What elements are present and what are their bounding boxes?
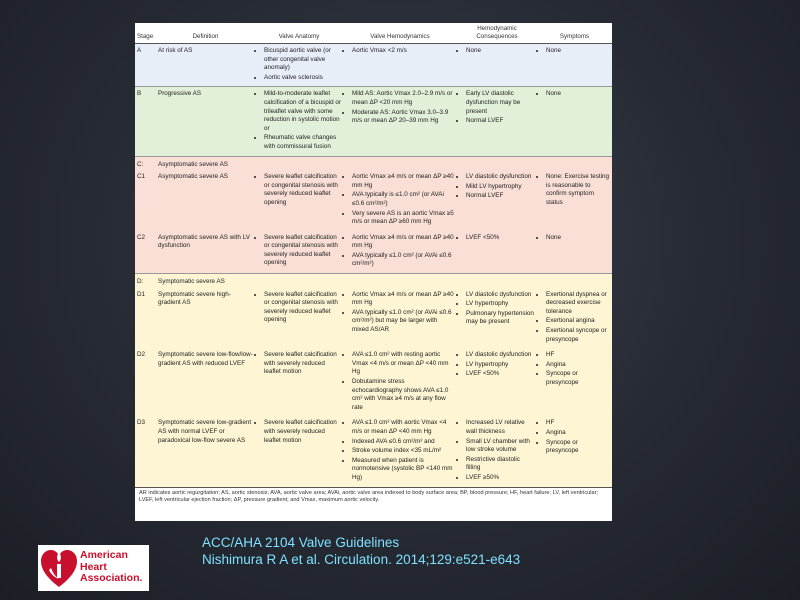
bullet-list — [257, 90, 341, 151]
list-item: • LV diastolic dysfunction — [466, 291, 535, 300]
definition-cell: Symptomatic severe low-flow/low-gradient AS with reduced LVEF — [156, 348, 255, 416]
table-row — [135, 416, 612, 486]
list-item: • Angina — [546, 429, 610, 438]
bullet-list — [459, 419, 535, 482]
list-item: • Increased LV relative wall thickness — [466, 419, 535, 436]
list-item: • AVA ≤1.0 cm² with aortic Vmax <4 m/s or mean ΔP <40 mm Hg — [352, 419, 455, 436]
bullet-list — [257, 234, 341, 268]
list-item: • Stroke volume index <35 mL/m² — [352, 447, 455, 456]
list-item: • Mild LV hypertrophy — [466, 183, 535, 192]
bullet-list — [345, 291, 455, 335]
list-item: • Dobutamine stress echocardiography shows AVA ≤1.0 cm² with Vmax ≥4 m/s at any flow rate — [352, 378, 455, 412]
list-item: • HF — [546, 351, 610, 360]
group-heading-row — [135, 156, 612, 170]
bullet-list — [539, 90, 610, 99]
list-item: • AVA typically ≤1.0 cm² (or AVAi ≤0.6 cm²/m²) but may be larger with mixed AS/AR — [352, 309, 455, 335]
list-item: • Rheumatic valve changes with commissural fusion — [264, 134, 341, 151]
consequences-cell — [457, 288, 537, 349]
list-item: • Normal LVEF — [466, 192, 535, 201]
list-item: • Syncope or presyncope — [546, 439, 610, 456]
anatomy-cell — [255, 170, 343, 231]
stage-cell: C2 — [135, 231, 156, 274]
list-item: • None — [546, 234, 610, 243]
hemodynamics-cell — [343, 348, 457, 416]
anatomy-cell — [255, 87, 343, 156]
hemodynamics-cell — [343, 44, 457, 87]
list-item: • LV diastolic dysfunction — [466, 173, 535, 182]
consequences-cell — [457, 348, 537, 416]
list-item: • Aortic Vmax ≥4 m/s or mean ΔP ≥40 mm Hg — [352, 291, 455, 308]
list-item: • LV hypertrophy — [466, 361, 535, 370]
bullet-list — [345, 419, 455, 482]
stage-cell: D: — [135, 274, 156, 288]
bullet-list — [539, 419, 610, 455]
group-heading: Asymptomatic severe AS — [156, 156, 612, 170]
list-item: • Early LV diastolic dysfunction may be present — [466, 90, 535, 116]
symptoms-cell — [537, 44, 612, 87]
header-symptoms: Symptoms — [537, 23, 612, 44]
list-item: • Exertional angina — [546, 317, 610, 326]
stage-cell: D1 — [135, 288, 156, 349]
table-row — [135, 44, 612, 87]
list-item: • LVEF <50% — [466, 370, 535, 379]
list-item: • Severe leaflet calcification with severely reduced leaflet motion — [264, 351, 341, 377]
list-item: • None: Exercise testing is reasonable to confirm symptom status — [546, 173, 610, 207]
definition-cell: Progressive AS — [156, 87, 255, 156]
stage-cell: B — [135, 87, 156, 156]
list-item: • AVA typically is ≤1.0 cm² (or AVAi ≤0.6 cm²/m²) — [352, 191, 455, 208]
group-heading-row — [135, 274, 612, 288]
list-item: • AVA typically ≤1.0 cm² (or AVAi ≤0.6 cm²/m²) — [352, 252, 455, 269]
bullet-list — [539, 173, 610, 207]
header-valve-hemodynamics: Valve Hemodynamics — [343, 23, 457, 44]
hemodynamics-cell — [343, 87, 457, 156]
header-valve-anatomy: Valve Anatomy — [255, 23, 343, 44]
stage-cell: C: — [135, 156, 156, 170]
symptoms-cell — [537, 87, 612, 156]
bullet-list — [459, 351, 535, 379]
table-row — [135, 348, 612, 416]
bullet-list — [459, 291, 535, 327]
definition-cell: Asymptomatic severe AS with LV dysfunction — [156, 231, 255, 274]
bullet-list — [345, 351, 455, 412]
consequences-cell — [457, 44, 537, 87]
list-item: • None — [546, 47, 610, 56]
bullet-list — [345, 173, 455, 227]
header-definition: Definition — [156, 23, 255, 44]
list-item: • Severe leaflet calcification or congenital stenosis with severely reduced leaflet opening — [264, 291, 341, 325]
list-item: • LVEF <50% — [466, 234, 535, 243]
stage-cell: D3 — [135, 416, 156, 486]
bullet-list — [257, 47, 341, 82]
list-item: • Bicuspid aortic valve (or other congenital valve anomaly) — [264, 47, 341, 73]
bullet-list — [345, 90, 455, 125]
list-item: • Angina — [546, 361, 610, 370]
definition-cell: Asymptomatic severe AS — [156, 170, 255, 231]
list-item: • Restrictive diastolic filling — [466, 456, 535, 473]
table-row — [135, 231, 612, 274]
as-staging-table — [135, 23, 612, 521]
consequences-cell — [457, 231, 537, 274]
bullet-list — [459, 234, 535, 243]
bullet-list — [345, 47, 455, 56]
list-item: • AVA ≤1.0 cm² with resting aortic Vmax <4 m/s or mean ΔP <40 mm Hg — [352, 351, 455, 377]
bullet-list — [257, 351, 341, 377]
stage-cell: C1 — [135, 170, 156, 231]
list-item: • Severe leaflet calcification or congenital stenosis with severely reduced leaflet opening — [264, 234, 341, 268]
hemodynamics-cell — [343, 170, 457, 231]
list-item: • Exertional syncope or presyncope — [546, 327, 610, 344]
bullet-list — [459, 47, 535, 56]
logo-line-3: Association. — [80, 572, 143, 584]
heart-torch-icon — [40, 547, 78, 589]
bullet-list — [257, 419, 341, 445]
citation-reference: Nishimura R A et al. Circulation. 2014;129:e521-e643 — [202, 552, 521, 567]
list-item: • Exertional dyspnea or decreased exercise tolerance — [546, 291, 610, 317]
list-item: • None — [466, 47, 535, 56]
list-item: • Aortic valve sclerosis — [264, 74, 341, 83]
logo-line-1: American — [80, 549, 128, 561]
definition-cell: Symptomatic severe high-gradient AS — [156, 288, 255, 349]
header-hemodynamic-consequences: Hemodynamic Consequences — [457, 23, 537, 44]
consequences-cell — [457, 170, 537, 231]
definition-cell: At risk of AS — [156, 44, 255, 87]
list-item: • Moderate AS: Aortic Vmax 3.0–3.9 m/s or mean ΔP 20–39 mm Hg — [352, 109, 455, 126]
list-item: • LV hypertrophy — [466, 300, 535, 309]
table-row — [135, 87, 612, 156]
hemodynamics-cell — [343, 231, 457, 274]
bullet-list — [257, 173, 341, 207]
bullet-list — [459, 90, 535, 125]
citation — [202, 534, 520, 568]
bullet-list — [345, 234, 455, 269]
table-footnote: AR indicates aortic regurgitation; AS, aortic stenosis; AVA, aortic valve area; AVAi, aortic valve area indexed to body surface area; BP, blood pressure; HF, heart failure; LV, left ventricular; LVEF, left ventricular ejection fraction; ΔP, pressure gradient; and Vmax, maximum aortic velocity. — [135, 487, 612, 505]
list-item: • Syncope or presyncope — [546, 370, 610, 387]
anatomy-cell — [255, 416, 343, 486]
hemodynamics-cell — [343, 288, 457, 349]
list-item: • Aortic Vmax ≥4 m/s or mean ΔP ≥40 mm Hg — [352, 234, 455, 251]
list-item: • HF — [546, 419, 610, 428]
bullet-list — [257, 291, 341, 325]
list-item: • Pulmonary hypertension may be present — [466, 310, 535, 327]
citation-title: ACC/AHA 2104 Valve Guidelines — [202, 535, 400, 550]
symptoms-cell — [537, 170, 612, 231]
consequences-cell — [457, 87, 537, 156]
stage-cell: A — [135, 44, 156, 87]
hemodynamics-cell — [343, 416, 457, 486]
aha-logo — [38, 545, 149, 591]
anatomy-cell — [255, 348, 343, 416]
symptoms-cell — [537, 416, 612, 486]
list-item: • Very severe AS is an aortic Vmax ≥5 m/s or mean ΔP ≥60 mm Hg — [352, 210, 455, 227]
anatomy-cell — [255, 288, 343, 349]
logo-wordmark — [80, 550, 142, 585]
definition-cell: Symptomatic severe low-gradient AS with normal LVEF or paradoxical low-flow severe AS — [156, 416, 255, 486]
list-item: • None — [546, 90, 610, 99]
list-item: • Small LV chamber with low stroke volume — [466, 438, 535, 455]
list-item: • LV diastolic dysfunction — [466, 351, 535, 360]
bullet-list — [539, 47, 610, 56]
bullet-list — [459, 173, 535, 201]
list-item: • LVEF ≥50% — [466, 474, 535, 483]
table-header-row — [135, 23, 612, 44]
symptoms-cell — [537, 348, 612, 416]
symptoms-cell — [537, 288, 612, 349]
anatomy-cell — [255, 231, 343, 274]
list-item: • Indexed AVA ≤0.6 cm²/m² and — [352, 438, 455, 447]
list-item: • Aortic Vmax ≥4 m/s or mean ΔP ≥40 mm Hg — [352, 173, 455, 190]
logo-line-2: Heart — [80, 560, 107, 573]
table-row — [135, 288, 612, 349]
consequences-cell — [457, 416, 537, 486]
list-item: • Severe leaflet calcification with severely reduced leaflet motion — [264, 419, 341, 445]
stage-cell: D2 — [135, 348, 156, 416]
bullet-list — [539, 234, 610, 243]
symptoms-cell — [537, 231, 612, 274]
list-item: • Severe leaflet calcification or congenital stenosis with severely reduced leaflet opening — [264, 173, 341, 207]
header-stage: Stage — [135, 23, 156, 44]
list-item: • Aortic Vmax <2 m/s — [352, 47, 455, 56]
list-item: • Mild AS: Aortic Vmax 2.0–2.9 m/s or mean ΔP <20 mm Hg — [352, 90, 455, 107]
bullet-list — [539, 351, 610, 387]
bullet-list — [539, 291, 610, 345]
list-item: • Measured when patient is normotensive (systolic BP <140 mm Hg) — [352, 457, 455, 483]
list-item: • Mild-to-moderate leaflet calcification of a bicuspid or trileaflet valve with some reduction in systolic motion or — [264, 90, 341, 133]
table-row — [135, 170, 612, 231]
anatomy-cell — [255, 44, 343, 87]
list-item: • Normal LVEF — [466, 117, 535, 126]
group-heading: Symptomatic severe AS — [156, 274, 612, 288]
